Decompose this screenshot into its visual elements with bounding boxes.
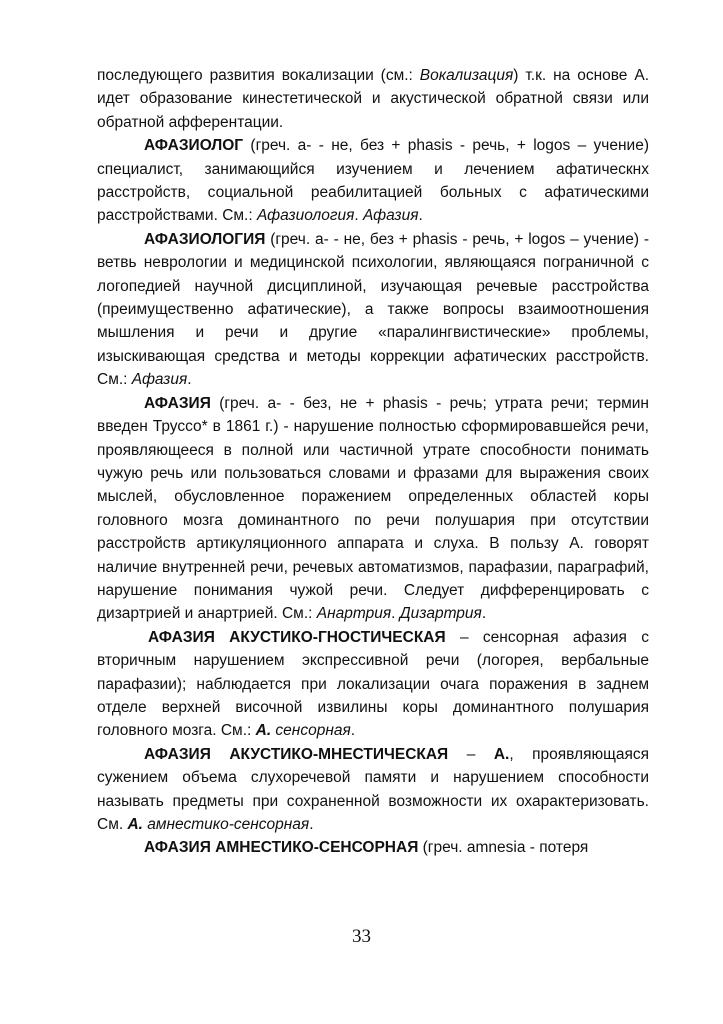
entry-term-abbrev: А. bbox=[493, 745, 510, 763]
page-number: 33 bbox=[352, 926, 371, 947]
cross-reference-abbrev: А. bbox=[127, 816, 143, 833]
entry-term: АФАЗИОЛОГИЯ bbox=[144, 230, 266, 248]
entry-afaziolog bbox=[97, 134, 649, 228]
intro-text: последующего развития вокализации (см.: bbox=[97, 67, 420, 84]
period: . bbox=[309, 816, 314, 833]
cross-reference-text: амнестико-сенсорная bbox=[142, 816, 310, 833]
cross-reference: Анартрия bbox=[316, 605, 392, 623]
cross-reference: Афазиология bbox=[256, 207, 355, 225]
entry-afaziya bbox=[97, 392, 649, 626]
entry-definition: (греч. а- - не, без + phasis - речь, + logos – учение) специалист, занимающийся изучением и лечением афатическнх расстройств, социальной реабилитацией больных с афатическими расстройствами. См.: bbox=[97, 137, 649, 225]
cross-reference: Афазия bbox=[363, 207, 419, 225]
entry-definition: , проявляющаяся сужением объема слухоречевой памяти и нарушением способности называть предметы при сохраненной возможности их охарактеризовать. См. bbox=[97, 745, 650, 833]
entry-afaziya-akustiko-gnosticheskaya bbox=[97, 626, 649, 743]
entry-term: АФАЗИЯ АКУСТИКО-МНЕСТИЧЕСКАЯ bbox=[144, 745, 449, 763]
cross-reference: Дизартрия bbox=[399, 605, 482, 623]
cross-reference bbox=[127, 816, 309, 833]
cross-reference-text: сенсорная bbox=[271, 722, 351, 740]
cross-reference bbox=[256, 722, 351, 739]
entry-afaziya-amnestiko-sensornaya bbox=[97, 836, 649, 859]
cross-reference: Афазия bbox=[131, 371, 188, 389]
cross-reference-abbrev: А. bbox=[255, 722, 272, 740]
intro-paragraph bbox=[97, 64, 649, 134]
period: . bbox=[350, 722, 356, 740]
separator: . bbox=[354, 207, 363, 225]
period: . bbox=[418, 207, 423, 225]
entry-term: АФАЗИОЛОГ bbox=[144, 137, 244, 155]
dash: – bbox=[448, 745, 494, 763]
separator: . bbox=[391, 605, 400, 623]
entry-definition: (греч. а- - без, не + phasis - речь; утрата речи; термин введен Труссо* в 1861 г.) - нарушение полностью сформировавшейся речи, проявляющееся в полной или частичной утрате способности понимать чужую речь или пользоваться словами и фразами для выражения своих мыслей, обусловленное поражением определенных областей коры головного мозга доминантного по речи полушария при отсутствии расстройств артикуляционного аппарата и слуха. В пользу А. говорят наличие внутренней речи, речевых автоматизмов, парафазии, параграфий, нарушение понимания чужой речи. Следует дифференцировать с дизартрией и анартрией. См.: bbox=[97, 394, 649, 623]
entry-term: АФАЗИЯ АМНЕСТИКО-СЕНСОРНАЯ bbox=[144, 839, 419, 857]
entry-definition: (греч. а- - не, без + phasis - речь, + logos – учение) - ветвь неврологии и медицинской психологии, являющаяся пограничной с логопедией научной дисциплиной, изучающая речевые расстройства (преимущественно афатические), а также вопросы взаимоотношения мышления и речи и другие «паралингвистические» проблемы, изыскивающая средства и методы коррекции афатических расстройств. См.: bbox=[97, 230, 649, 389]
entry-term: АФАЗИЯ bbox=[144, 394, 211, 412]
intro-text-end: ) т.к. на основе А. идет образование кинестетической и акустической обратной связи или обратной афферентации. bbox=[97, 67, 649, 131]
period: . bbox=[187, 371, 192, 389]
text-body bbox=[97, 64, 649, 860]
entry-afaziologiya bbox=[97, 228, 649, 392]
entry-definition: – сенсорная афазия с вторичным нарушением экспрессивной речи (логорея, вербальные парафазии); наблюдается при локализации очага поражения в заднем отделе верхней височной извилины коры доминантного полушария головного мозга. См.: bbox=[97, 628, 649, 740]
cross-reference: Вокализация bbox=[419, 67, 514, 84]
entry-term: АФАЗИЯ АКУСТИКО-ГНОСТИЧЕСКАЯ bbox=[148, 628, 446, 646]
period: . bbox=[481, 605, 487, 623]
entry-definition: (греч. amnesia - потеря bbox=[418, 839, 589, 857]
entry-afaziya-akustiko-mnesticheskaya bbox=[97, 743, 649, 837]
